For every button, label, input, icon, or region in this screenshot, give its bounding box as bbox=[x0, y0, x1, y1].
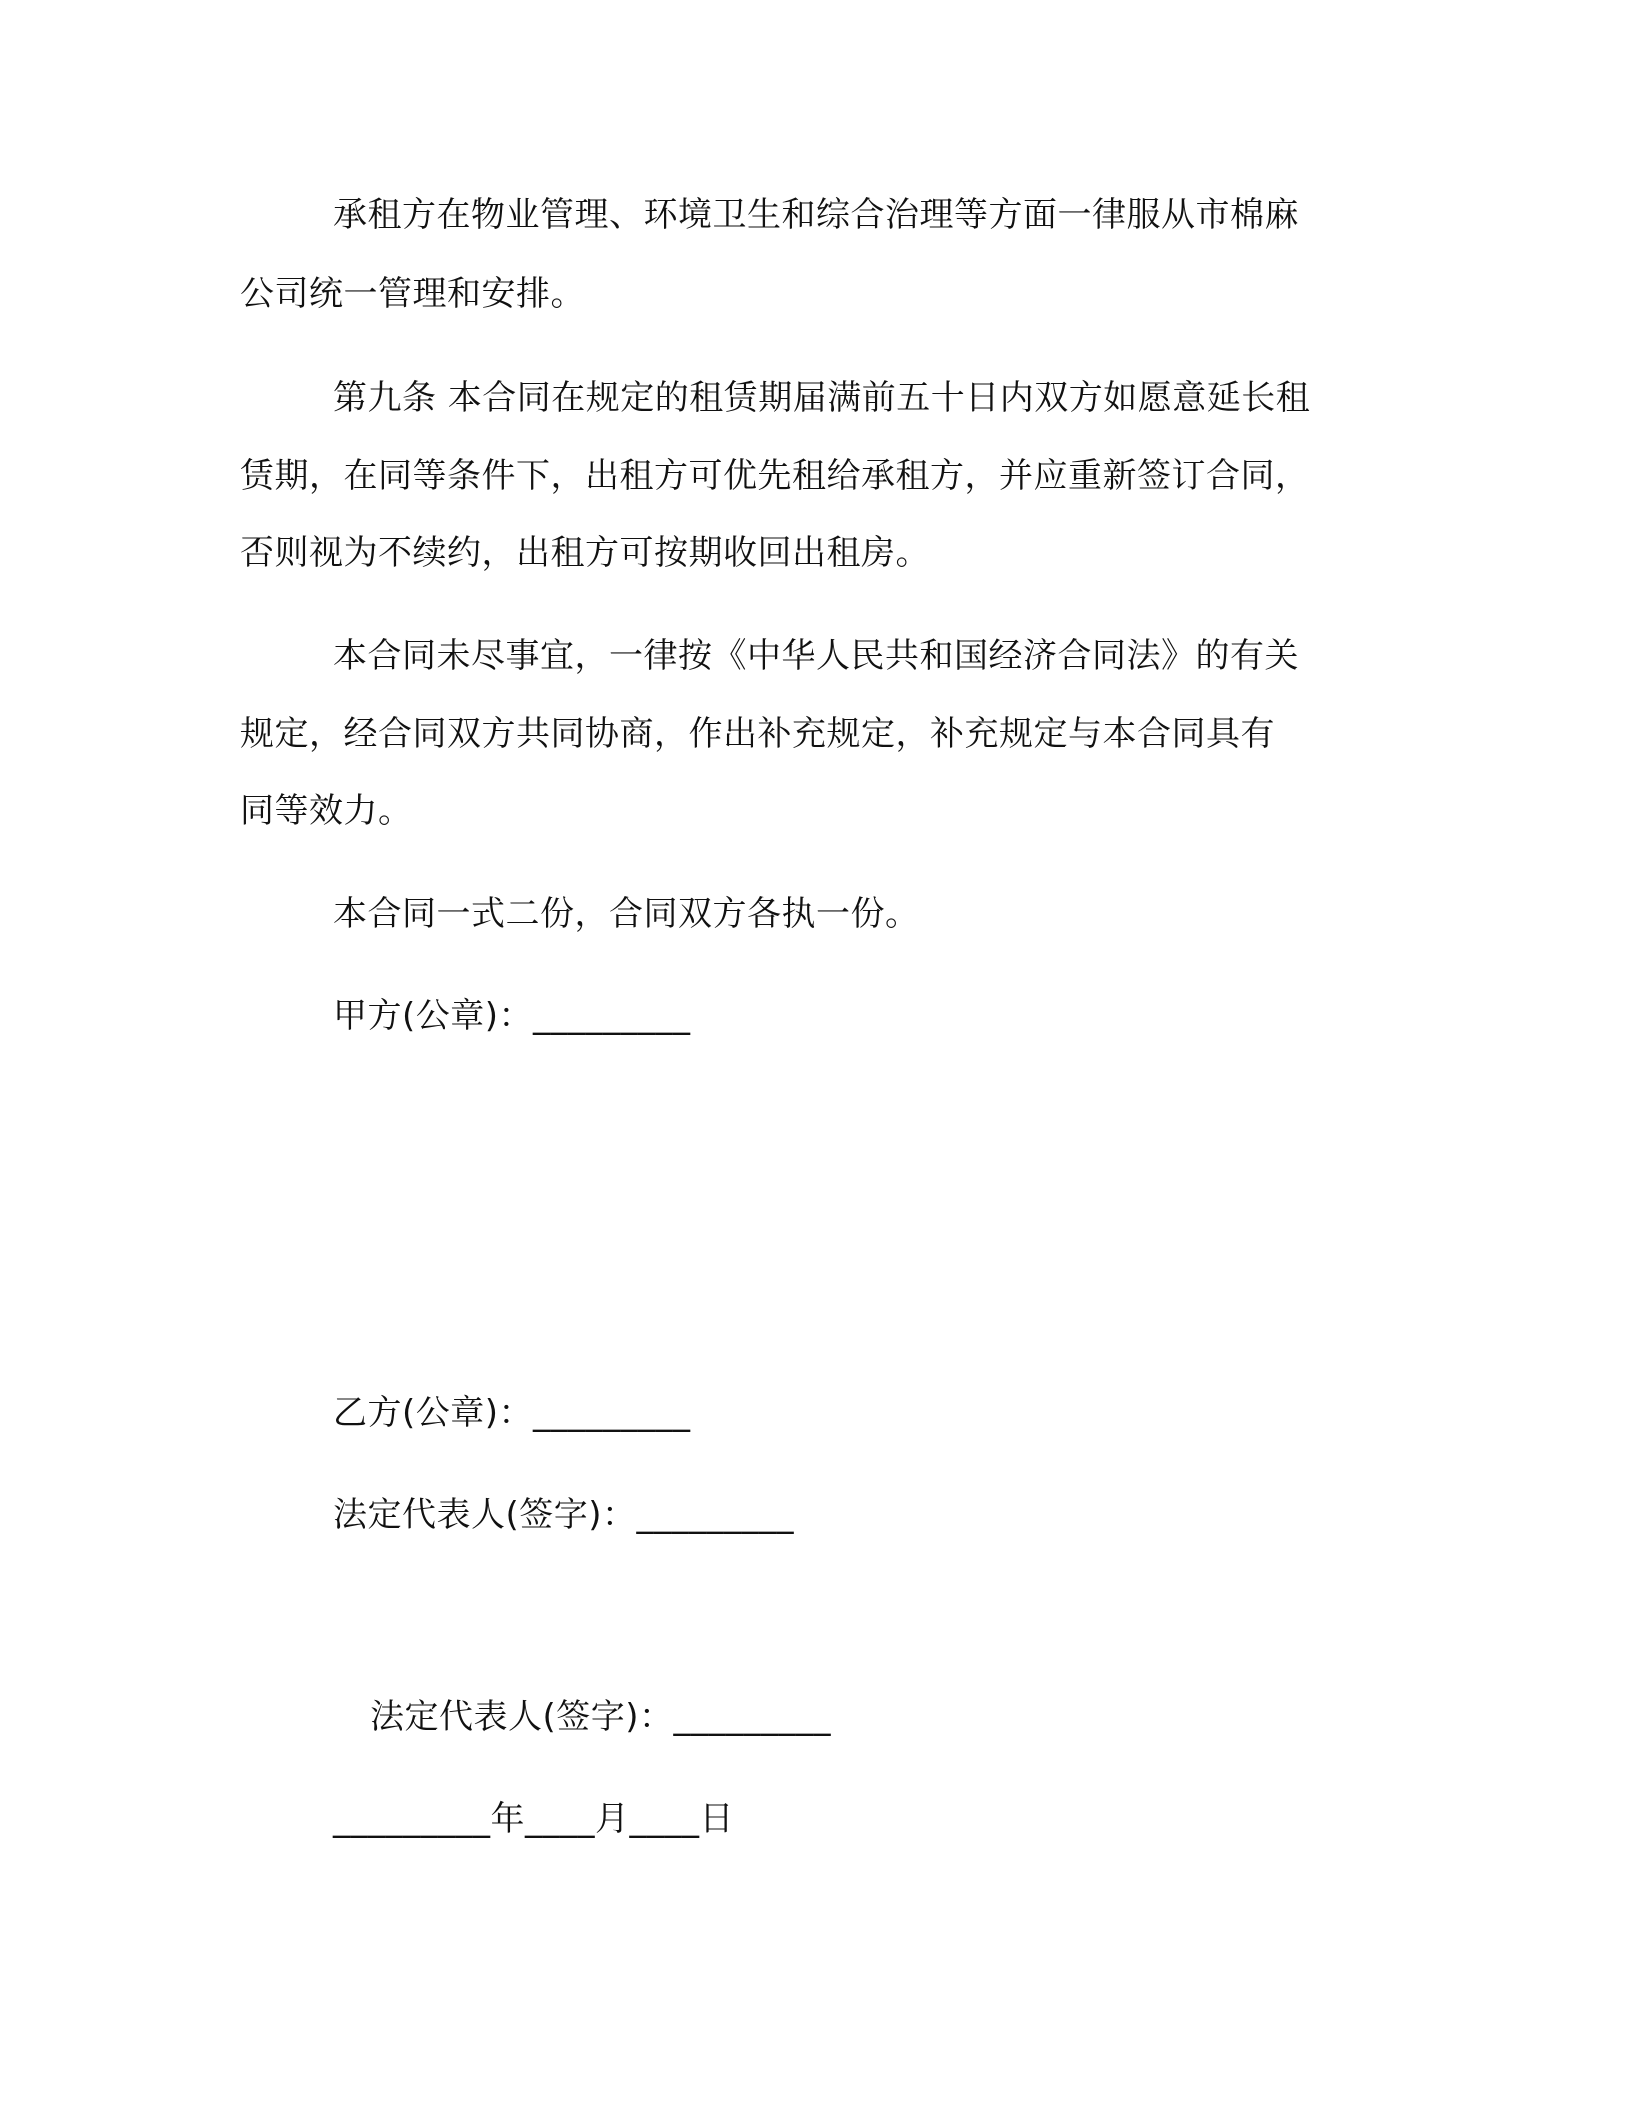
paragraph-3-line-2: 规定，经合同双方共同协商，作出补充规定，补充规定与本合同具有 bbox=[240, 714, 1275, 754]
paragraph-2-line-2: 赁期，在同等条件下，出租方可优先租给承租方，并应重新签订合同， bbox=[240, 456, 1310, 496]
paragraph-3-line-3: 同等效力。 bbox=[240, 791, 413, 831]
paragraph-3-line-1: 本合同未尽事宜，一律按《中华人民共和国经济合同法》的有关 bbox=[333, 636, 1299, 676]
paragraph-2-line-1: 第九条 本合同在规定的租赁期届满前五十日内双方如愿意延长租 bbox=[333, 378, 1311, 418]
legal-representative-signature-field-1: 法定代表人(签字)：_________ bbox=[333, 1495, 795, 1535]
date-field: _________年____月____日 bbox=[333, 1799, 734, 1839]
paragraph-1-line-1: 承租方在物业管理、环境卫生和综合治理等方面一律服从市棉麻 bbox=[333, 195, 1299, 235]
legal-representative-signature-field-2: 法定代表人(签字)：_________ bbox=[370, 1697, 832, 1737]
party-b-seal-field: 乙方(公章)：_________ bbox=[333, 1393, 691, 1433]
paragraph-2-line-3: 否则视为不续约，出租方可按期收回出租房。 bbox=[240, 533, 930, 573]
party-a-seal-field: 甲方(公章)：_________ bbox=[333, 996, 691, 1036]
paragraph-1-line-2: 公司统一管理和安排。 bbox=[240, 274, 585, 314]
paragraph-4-line-1: 本合同一式二份，合同双方各执一份。 bbox=[333, 894, 920, 934]
